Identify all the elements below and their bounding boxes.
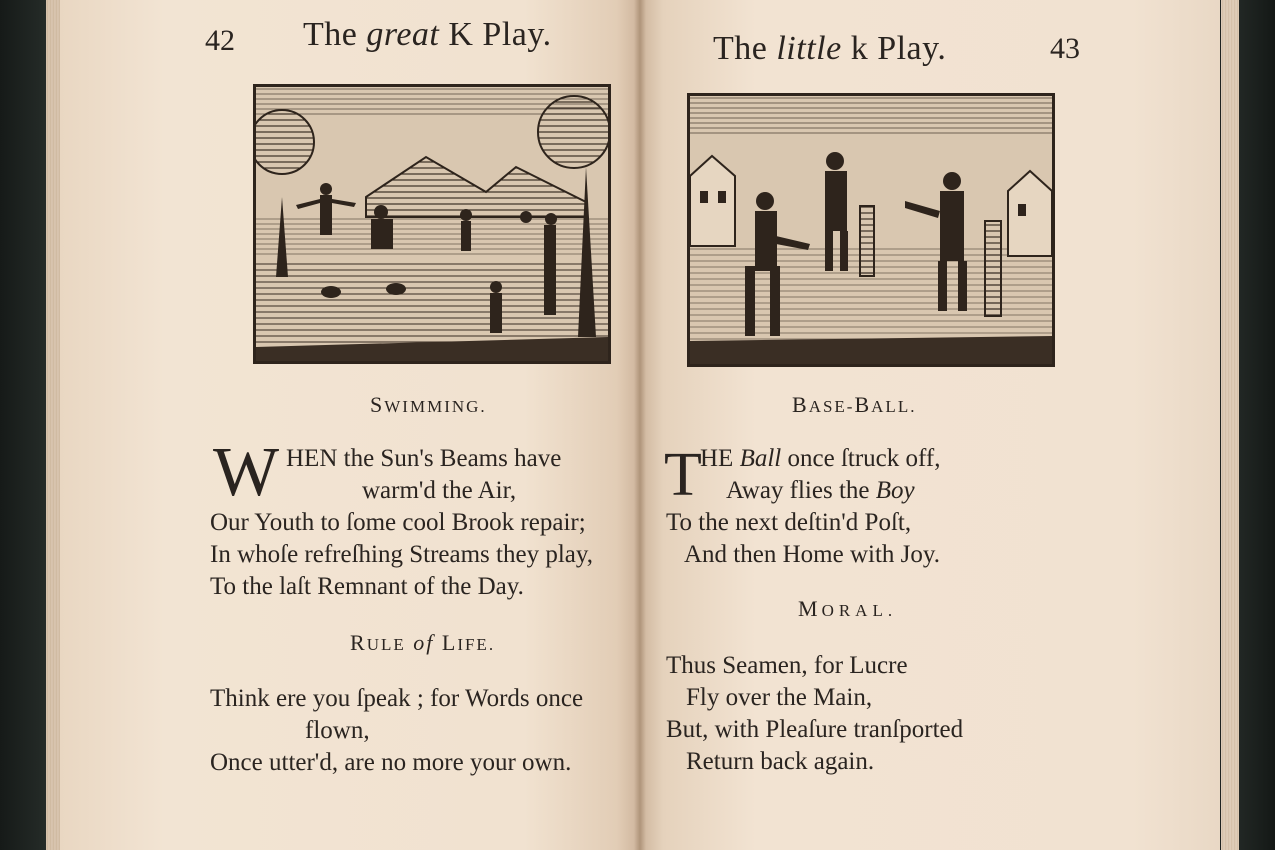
right-page-number: 43	[1050, 32, 1080, 65]
book-cover-right	[1233, 0, 1275, 850]
heading-rest: IFE.	[457, 635, 496, 654]
baseball-caption	[792, 392, 916, 418]
verse-line: To the next deſtin'd Poſt,	[666, 509, 912, 536]
caption-rest: ALL.	[871, 397, 917, 416]
moral-verse	[666, 650, 963, 778]
verse-line: To the laſt Remnant of the Day.	[210, 573, 524, 600]
moral-line: Fly over the Main,	[686, 684, 873, 711]
right-header-italic: little	[776, 30, 842, 67]
left-running-header	[303, 16, 552, 54]
book-gutter	[634, 0, 646, 850]
left-header-prefix: The	[303, 16, 358, 53]
verse-line	[700, 443, 940, 475]
left-page	[60, 0, 640, 850]
verse-line: HEN the Sun's Beams have	[286, 445, 562, 472]
verse-italic: Ball	[739, 445, 782, 472]
moral-line: But, with Pleaſure tranſported	[666, 716, 964, 743]
left-page-number: 42	[205, 24, 235, 57]
rule-line: Once utter'd, are no more your own.	[210, 749, 572, 776]
verse-line: warm'd the Air,	[362, 477, 517, 504]
moral-line: Thus Seamen, for Lucre	[666, 652, 908, 679]
heading-initial: L	[441, 630, 458, 655]
verse-line: And then Home with Joy.	[684, 541, 940, 568]
verse-italic: Boy	[875, 477, 915, 504]
verse-text: once ſtruck off,	[781, 445, 941, 472]
verse-line: In whoſe refreſhing Streams they play,	[210, 541, 593, 568]
right-running-header	[713, 30, 946, 68]
heading-initial: M	[798, 596, 822, 621]
verse-text: HE	[700, 445, 740, 472]
page-edges-right	[1221, 0, 1239, 850]
moral-line: Return back again.	[686, 748, 875, 775]
moral-heading	[798, 596, 897, 622]
verse-line	[726, 475, 940, 507]
swimming-woodcut-icon	[253, 84, 611, 364]
left-header-suffix: K Play.	[448, 16, 552, 53]
heading-of: of	[413, 630, 435, 655]
right-header-suffix: k Play.	[850, 30, 947, 67]
right-page	[640, 0, 1220, 850]
caption-initial: S	[370, 392, 385, 417]
left-header-italic: great	[366, 16, 440, 53]
baseball-dropcap: T	[664, 441, 702, 509]
verse-line: Our Youth to ſome cool Brook repair;	[210, 509, 586, 536]
swimming-caption	[370, 392, 487, 418]
rule-line: flown,	[305, 717, 370, 744]
verse-text: Away flies the	[726, 477, 876, 504]
caption-initial: B	[854, 392, 872, 417]
baseball-woodcut-icon	[687, 93, 1055, 367]
right-header-prefix: The	[713, 30, 768, 67]
rule-line: Think ere you ſpeak ; for Words once	[210, 685, 584, 712]
heading-rest: ULE	[366, 635, 406, 654]
caption-rest: WIMMING.	[384, 397, 487, 416]
swimming-dropcap: W	[213, 434, 280, 511]
swimming-verse	[210, 434, 593, 603]
baseball-verse	[666, 443, 940, 571]
rule-of-life-verse	[210, 683, 583, 779]
rule-of-life-heading	[350, 630, 495, 656]
caption-rest: ASE-	[808, 397, 855, 416]
caption-initial: B	[792, 392, 809, 417]
heading-rest: ORAL.	[821, 601, 898, 620]
heading-initial: R	[350, 630, 367, 655]
